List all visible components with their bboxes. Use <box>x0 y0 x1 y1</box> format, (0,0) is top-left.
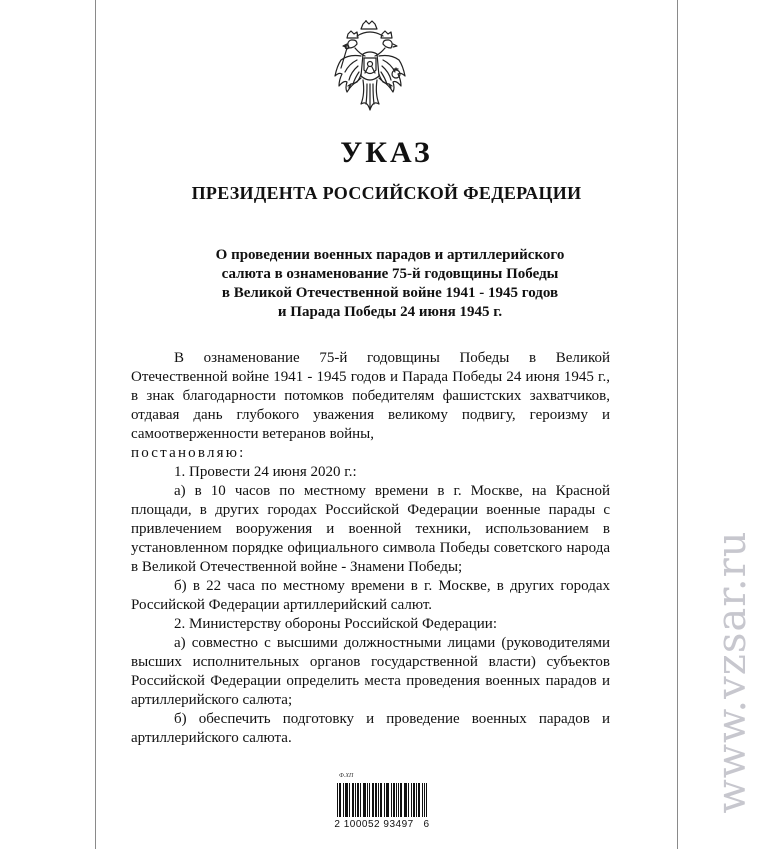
barcode-bar <box>426 783 427 817</box>
barcode-bar <box>367 783 368 817</box>
decree-body <box>131 349 610 748</box>
barcode-bar <box>347 783 348 817</box>
decree-item: а) совместно с высшими должностными лицами (руководителями высших исполнительных органов государственной власти) субъектов Российской Федерации определить места проведения военных парадов и артиллерийского салюта; <box>131 635 610 708</box>
barcode-bar <box>418 783 419 817</box>
heading-line: и Парада Победы 24 июня 1945 г. <box>277 304 503 320</box>
barcode-bar <box>353 783 354 817</box>
barcode-bar <box>369 783 370 817</box>
heading-line: салюта в ознаменование 75-й годовщины Победы <box>221 266 559 282</box>
barcode-bar <box>416 783 417 817</box>
barcode-bar <box>373 783 374 817</box>
barcode-tag: Ф.ХП <box>339 773 354 779</box>
barcode-bar <box>408 783 409 817</box>
decree-item: а) в 10 часов по местному времени в г. Москве, на Красной площади, в других городах Российской Федерации военные парады с привлечением вооружения и военной техники, использованием в установленном порядке официального символа Победы советского народа в Великой Отечественной войне - Знамени Победы; <box>131 483 610 575</box>
barcode <box>327 773 437 833</box>
barcode-bar <box>363 783 364 817</box>
decree-heading <box>150 246 630 322</box>
barcode-bar <box>396 783 397 817</box>
barcode-bar <box>352 783 353 817</box>
barcode-bars <box>337 783 427 817</box>
decree-item: 1. Провести 24 июня 2020 г.: <box>174 464 357 480</box>
coat-of-arms-icon <box>327 20 413 116</box>
barcode-bar <box>380 783 381 817</box>
barcode-bar <box>398 783 399 817</box>
decree-item: б) обеспечить подготовку и проведение военных парадов и артиллерийского салюта. <box>131 711 610 746</box>
barcode-bar <box>391 783 392 817</box>
barcode-number: 2 100052 93497 6 <box>334 819 430 830</box>
barcode-bar <box>393 783 394 817</box>
page-border-right <box>677 0 678 849</box>
barcode-bar <box>364 783 365 817</box>
barcode-bar <box>388 783 389 817</box>
barcode-bar <box>360 783 361 817</box>
decree-item: 2. Министерству обороны Российской Федерации: <box>174 616 497 632</box>
barcode-bar <box>343 783 344 817</box>
barcode-bar <box>384 783 385 817</box>
barcode-bar <box>340 783 341 817</box>
barcode-bar <box>422 783 423 817</box>
barcode-bar <box>376 783 377 817</box>
decree-item: б) в 22 часа по местному времени в г. Москве, в других городах Российской Федерации артиллерийский салют. <box>131 578 610 613</box>
document-subtitle: ПРЕЗИДЕНТА РОССИЙСКОЙ ФЕДЕРАЦИИ <box>191 183 582 203</box>
barcode-bar <box>349 783 350 817</box>
barcode-bar <box>355 783 356 817</box>
barcode-bar <box>346 783 347 817</box>
preamble-paragraph: В ознаменование 75-й годовщины Победы в Великой Отечественной войне 1941 - 1945 годов и Парада Победы 24 июня 1945 г., в знак благодарности потомков победителям фашистских захватчиков, отдавая дань глубокого уважения великому подвигу, героизму и самоотверженности ветеранов войны, <box>131 350 610 442</box>
heading-line: в Великой Отечественной войне 1941 - 1945 годов <box>221 285 559 301</box>
barcode-bar <box>337 783 338 817</box>
barcode-bar <box>406 783 407 817</box>
barcode-bar <box>386 783 387 817</box>
barcode-bar <box>424 783 425 817</box>
barcode-bar <box>365 783 366 817</box>
barcode-bar <box>372 783 373 817</box>
watermark: www.vzsar.ru <box>709 530 755 814</box>
barcode-bar <box>378 783 379 817</box>
barcode-bar <box>357 783 358 817</box>
barcode-bar <box>419 783 420 817</box>
barcode-bar <box>414 783 415 817</box>
barcode-bar <box>394 783 395 817</box>
barcode-bar <box>339 783 340 817</box>
barcode-bar <box>413 783 414 817</box>
barcode-bar <box>358 783 359 817</box>
barcode-bar <box>405 783 406 817</box>
barcode-bar <box>345 783 346 817</box>
heading-line: О проведении военных парадов и артиллерийского <box>215 247 565 263</box>
barcode-bar <box>411 783 412 817</box>
barcode-bar <box>404 783 405 817</box>
decree-word: постановляю: <box>131 445 246 461</box>
barcode-bar <box>400 783 401 817</box>
barcode-bar <box>381 783 382 817</box>
page-border-left <box>95 0 96 849</box>
barcode-bar <box>401 783 402 817</box>
document-title: УКАЗ <box>340 136 433 169</box>
barcode-bar <box>375 783 376 817</box>
barcode-bar <box>387 783 388 817</box>
